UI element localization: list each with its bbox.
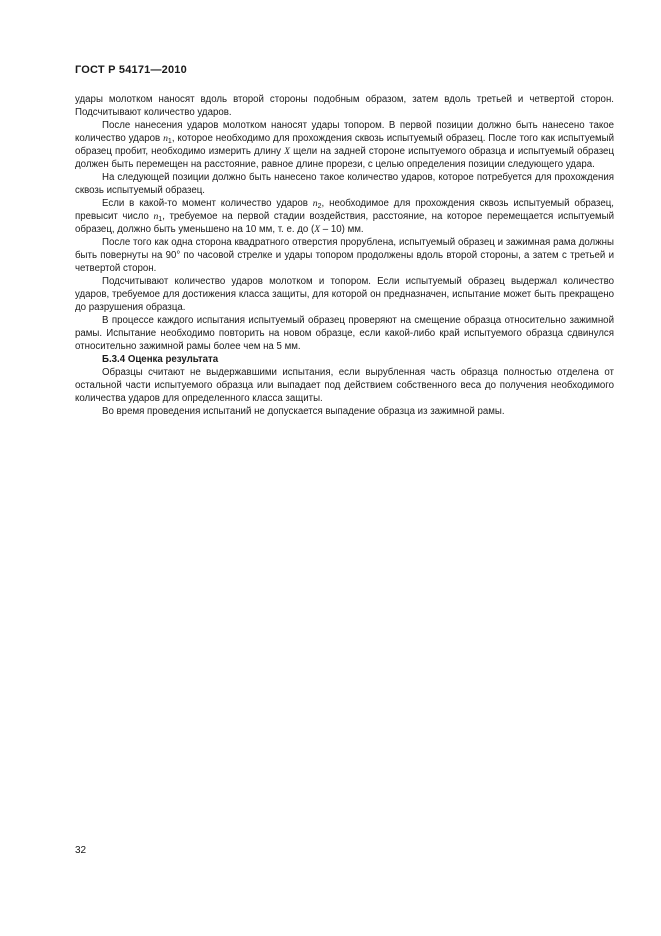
- subscript-index: 1: [158, 216, 163, 223]
- text-run: , требуемое на первой стадии воздействия, расстояние, на которое перемещается испытуемый образец, должно быть уменьшено на 10 мм, т. е. до (: [75, 211, 614, 235]
- variable-symbol: n: [163, 133, 168, 144]
- paragraph: [75, 119, 614, 171]
- text-run: – 10) мм.: [320, 224, 364, 235]
- text-run: удары молотком наносят вдоль второй стороны подобным образом, затем вдоль третьей и четвертой сторон. Подсчитывают количество ударов.: [75, 94, 614, 118]
- paragraph: [75, 93, 614, 119]
- subscript-index: 2: [317, 203, 322, 210]
- variable-symbol: X: [314, 224, 321, 235]
- text-run: Образцы считают не выдержавшими испытания, если вырубленная часть образца полностью отделена от остальной части испытуемого образца или выпадает под действием собственного веса до получения необходимого количества ударов для определенного класса защиты.: [75, 367, 614, 404]
- paragraph: [75, 236, 614, 275]
- paragraph: [75, 314, 614, 353]
- paragraph: [75, 366, 614, 405]
- text-run: щели на задней стороне испытуемого образца и испытуемый образец должен быть перемещен на расстояние, равное длине прорези, с целью определения позиции следующего удара.: [75, 146, 614, 170]
- section-heading: [75, 353, 614, 366]
- text-run: После нанесения ударов молотком наносят удары топором. В первой позиции должно быть нанесено такое количество ударов: [75, 120, 614, 144]
- text-run: , необходимое для прохождения сквозь испытуемый образец, превысит число: [75, 198, 614, 222]
- text-run: Во время проведения испытаний не допускается выпадение образца из зажимной рамы.: [102, 406, 505, 417]
- document-body: [75, 93, 614, 418]
- text-run: Подсчитывают количество ударов молотком и топором. Если испытуемый образец выдержал количество ударов, требуемое для достижения класса защиты, для которой он предназначен, испытание может быть прекращено до разрушения образца.: [75, 276, 614, 313]
- paragraph: [75, 405, 614, 418]
- text-run: Если в какой-то момент количество ударов: [102, 198, 313, 209]
- text-run: Б.3.4 Оценка результата: [102, 354, 219, 365]
- document-header: ГОСТ Р 54171—2010: [75, 64, 187, 76]
- variable-symbol: n: [312, 198, 318, 209]
- paragraph: [75, 197, 614, 236]
- paragraph: [75, 275, 614, 314]
- text-run: , которое необходимо для прохождения сквозь испытуемый образец. После того как испытуемый образец пробит, необходимо измерить длину: [75, 133, 614, 157]
- variable-symbol: n: [153, 211, 159, 222]
- page-number: 32: [75, 845, 87, 856]
- text-run: На следующей позиции должно быть нанесено такое количество ударов, которое потребуется для прохождения сквозь испытуемый образец.: [75, 172, 614, 196]
- text-run: После того как одна сторона квадратного отверстия прорублена, испытуемый образец и зажимная рама должны быть повернуты на 90° по часовой стрелке и удары топором продолжены вдоль второй стороны, а затем с третьей и четвертой сторон.: [75, 237, 614, 274]
- variable-symbol: X: [284, 146, 290, 157]
- paragraph: [75, 171, 614, 197]
- text-run: В процессе каждого испытания испытуемый образец проверяют на смещение образца относительно зажимной рамы. Испытание необходимо повторить на новом образце, если какой-либо край испытуемого образца сдвинулся относительно зажимной рамы более чем на 5 мм.: [75, 315, 614, 352]
- subscript-index: 1: [167, 138, 172, 145]
